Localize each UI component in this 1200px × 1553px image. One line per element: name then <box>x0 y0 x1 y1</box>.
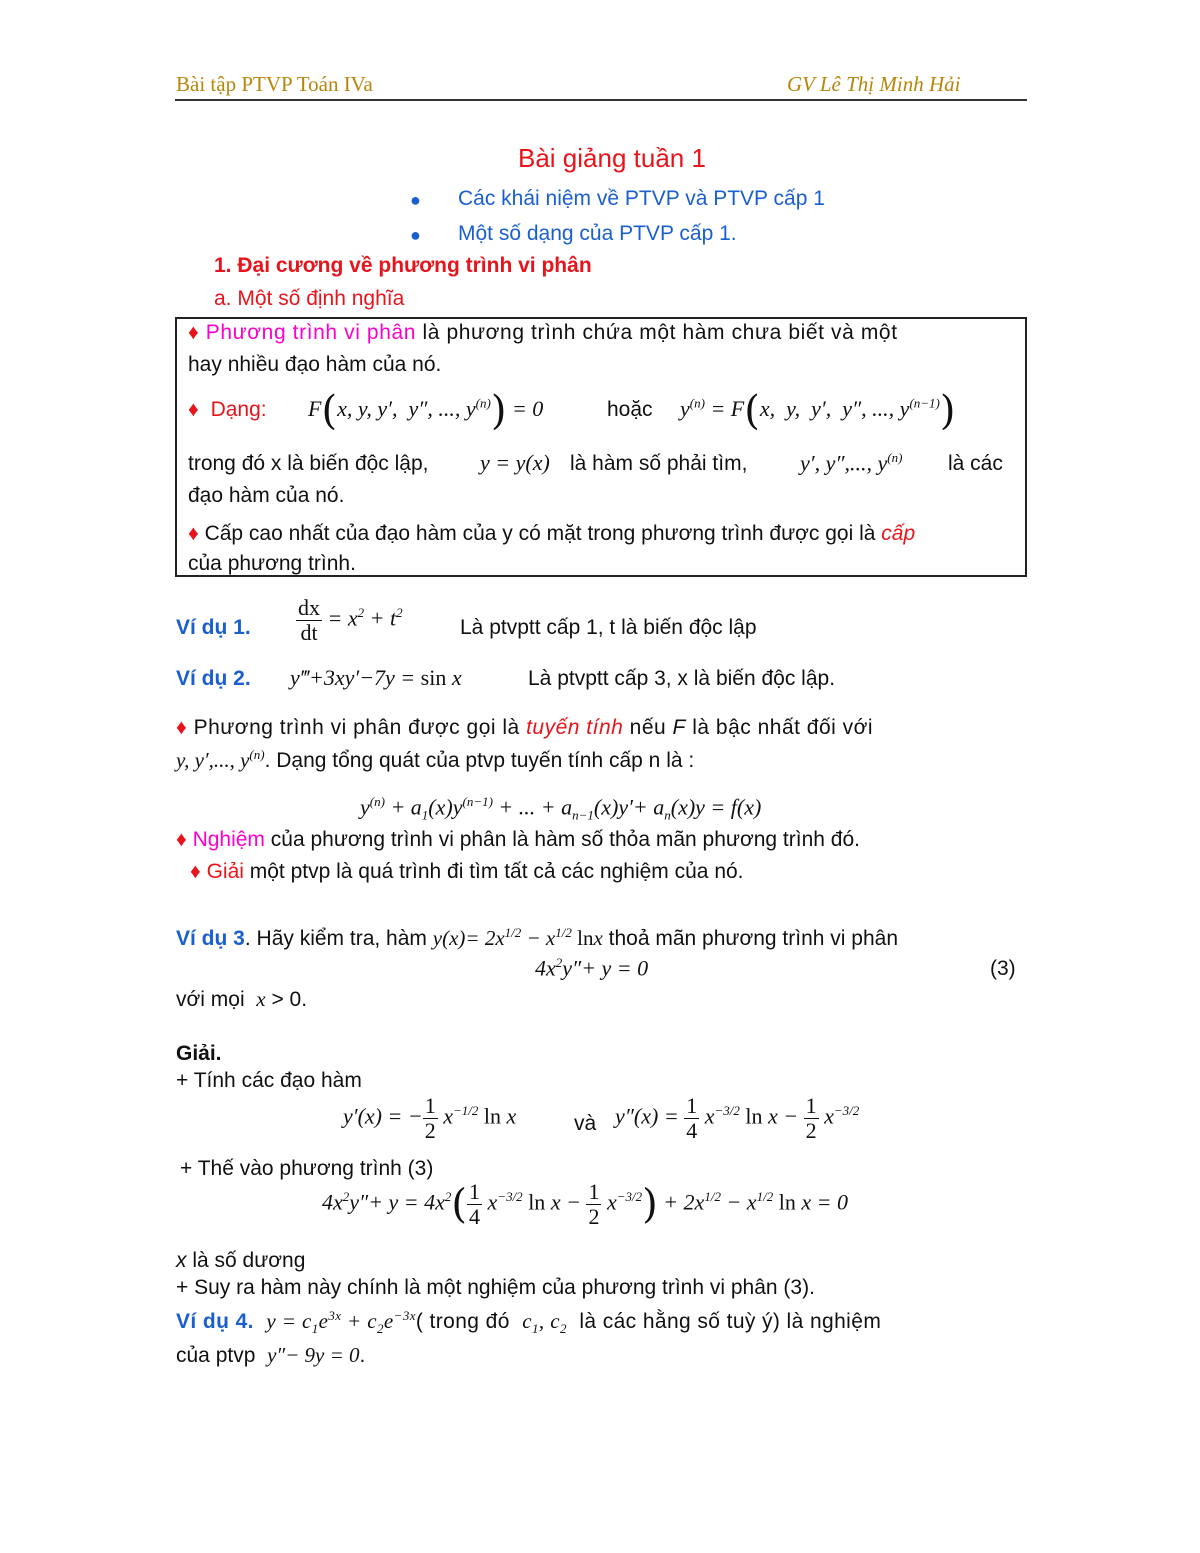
linear-definition: y, y′,..., $y^{(n)}$. Dạng tổng quát của ptvp tuyến tính cấp n là : <box>176 747 695 772</box>
diamond-icon: ♦ <box>188 398 199 421</box>
term-giai: Giải <box>206 860 244 883</box>
equation-first-derivative: y′(x) = − $\frac{1}{2}$ $x^{-1/2}$ ln x <box>343 1093 517 1143</box>
math-derivatives-list: y′, y″,..., $y^{(n)}$ <box>800 450 903 476</box>
solution-note: x là số dương <box>176 1249 306 1272</box>
definition-line: là hàm số phải tìm, <box>570 452 748 475</box>
definition-line: ♦ Cấp cao nhất của đạo hàm của y có mặt trong phương trình được gọi là cấp <box>188 522 916 545</box>
definition-line: trong đó x là biến độc lập, <box>188 452 429 475</box>
diamond-icon: ♦ <box>176 716 188 739</box>
bullet-dot-icon: ● <box>410 190 421 210</box>
example-text: Là ptvptt cấp 1, t là biến độc lập <box>460 616 757 639</box>
example-4-line: Ví dụ 4. $y = c_1e^{3x} + c_2e^{-3x}$( trong đó $c_1$, $c_2$ là các hằng số tuỳ ý) là nghiệm <box>176 1308 882 1337</box>
form-or: hoặc <box>607 398 653 421</box>
term-nghiem: Nghiệm <box>192 828 265 851</box>
solution-label: Giải. <box>176 1042 222 1065</box>
form-label: Dạng: <box>210 398 267 421</box>
definition-line <box>188 321 898 345</box>
equation-number: (3) <box>990 957 1016 980</box>
bullet-item: Các khái niệm về PTVP và PTVP cấp 1 <box>458 187 825 210</box>
bullet-dot-icon: ● <box>410 225 421 245</box>
bullet-item: Một số dạng của PTVP cấp 1. <box>458 222 737 245</box>
solution-step: + Tính các đạo hàm <box>176 1069 362 1092</box>
equation-example-1: $\frac{dx}{dt}$ = $x^2 + t^2$ <box>298 595 403 645</box>
form-line <box>188 398 267 422</box>
equation-explicit-form: $y^{(n)} = F(x$, y, y′, y″, ..., $y^{(n-1)}$) <box>680 388 956 434</box>
diamond-icon: ♦ <box>188 522 199 545</box>
equation-linear-general: $y^{(n)} + a_1(x)y^{(n-1)}$ + ... + $a_{n-1}(x)y'+ a_n(x)y = f(x)$ <box>360 794 762 823</box>
term-cap: cấp <box>881 522 916 545</box>
example-label: Ví dụ 4. <box>176 1310 254 1333</box>
equation-second-derivative: y″(x) = $\frac{1}{4}$ $x^{-3/2}$ ln x − $\frac{1}{2}$ $x^{-3/2}$ <box>615 1093 860 1143</box>
definition-line: đạo hàm của nó. <box>188 484 345 507</box>
header-author: GV Lê Thị Minh Hải <box>787 72 961 96</box>
subsection-heading: a. Một số định nghĩa <box>214 287 405 310</box>
equation-3: $4x^2y''+ y = 0$ <box>535 955 649 981</box>
header-course: Bài tập PTVP Toán IVa <box>176 72 373 96</box>
conjunction-and: và <box>574 1112 597 1135</box>
term-ptvp: Phương trình vi phân <box>205 321 417 344</box>
example-3-line: Ví dụ 3. Hãy kiểm tra, hàm $y(x)= 2x^{1/2} - x^{1/2}$ lnx thoả mãn phương trình vi phân <box>176 925 899 950</box>
equation-implicit-form: F(x, y, y′, y″, ..., $y^{(n)}) = 0$ <box>308 388 544 434</box>
solution-conclusion: + Suy ra hàm này chính là một nghiệm của phương trình vi phân (3). <box>176 1276 815 1299</box>
term-linear: tuyến tính <box>526 716 624 739</box>
diamond-icon: ♦ <box>190 860 201 883</box>
solution-definition: ♦ Nghiệm của phương trình vi phân là hàm số thỏa mãn phương trình đó. <box>176 828 860 851</box>
example-label: Ví dụ 3 <box>176 927 245 950</box>
diamond-icon: ♦ <box>188 321 200 344</box>
example-label: Ví dụ 2. <box>176 667 251 690</box>
solution-step: + Thế vào phương trình (3) <box>180 1157 434 1180</box>
definition-line: hay nhiều đạo hàm của nó. <box>188 353 442 376</box>
definition-line: là các <box>948 452 1003 475</box>
definition-text: là phương trình chứa một hàm chưa biết và một <box>416 321 898 344</box>
header-divider <box>175 99 1027 101</box>
page-title: Bài giảng tuần 1 <box>518 143 706 173</box>
example-text: Là ptvptt cấp 3, x là biến độc lập. <box>528 667 836 690</box>
math-y-of-x: y = y(x) <box>480 450 550 475</box>
solve-definition: ♦ Giải một ptvp là quá trình đi tìm tất cả các nghiệm của nó. <box>190 860 744 883</box>
equation-example-2: y‴+3xy′−7y = sin x <box>290 665 462 690</box>
condition-line: với mọi x > 0. <box>176 987 308 1011</box>
section-heading: 1. Đại cương về phương trình vi phân <box>214 254 592 277</box>
example-label: Ví dụ 1. <box>176 616 251 639</box>
linear-definition: ♦ Phương trình vi phân được gọi là tuyến tính nếu F là bậc nhất đối với <box>176 716 874 739</box>
example-4-line: của ptvp y″− 9y = 0. <box>176 1343 366 1367</box>
diamond-icon: ♦ <box>176 828 187 851</box>
equation-substitution: $4x^2y''+ y = 4x^2$( $\frac{1}{4}$ $x^{-3/2}$ ln x − $\frac{1}{2}$ $x^{-3/2}) + 2x^{1/2} - x^{1/2}$ ln x = 0 <box>322 1179 848 1229</box>
definition-line: của phương trình. <box>188 552 356 575</box>
